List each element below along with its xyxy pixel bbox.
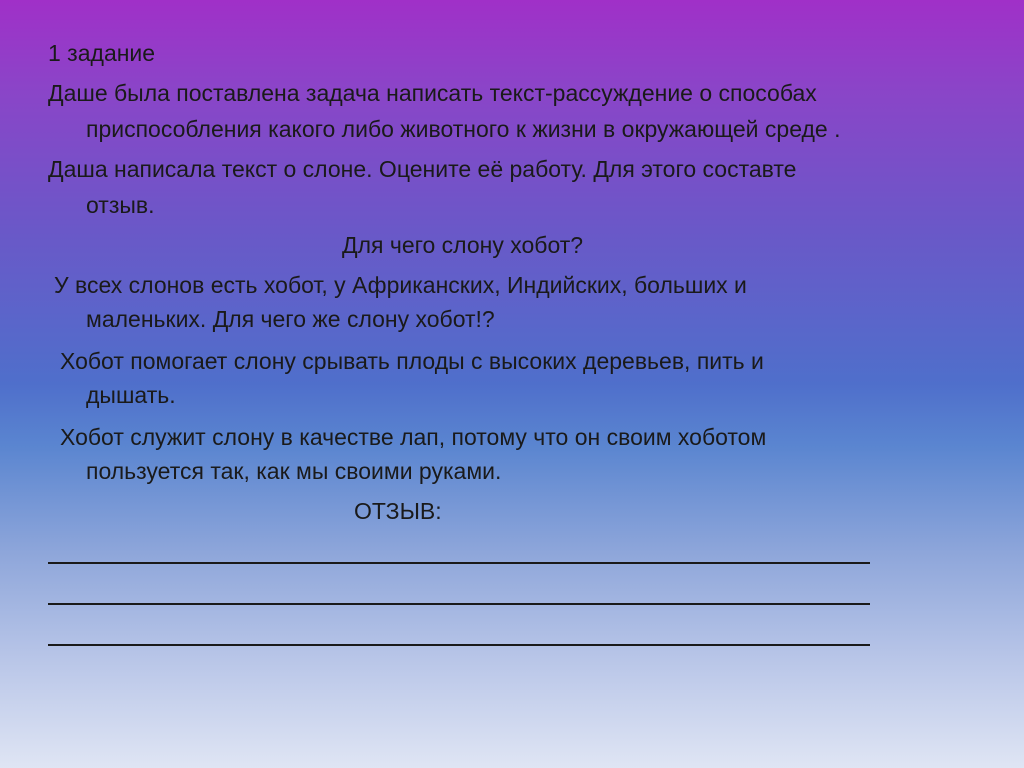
essay-paragraph-1-line-1: У всех слонов есть хобот, у Африканских, Индийских, больших и [54, 272, 747, 298]
essay-heading: Для чего слону хобот? [342, 232, 584, 258]
task-title: 1 задание [48, 40, 156, 66]
essay-paragraph-3-line-2: пользуется так, как мы своими руками. [86, 458, 502, 484]
task-paragraph-2-line-2: отзыв. [86, 192, 155, 218]
review-blank-line-1 [48, 562, 870, 564]
essay-paragraph-2-line-2: дышать. [86, 382, 176, 408]
essay-paragraph-2-line-1: Хобот помогает слону срывать плоды с высоких деревьев, пить и [60, 348, 764, 374]
task-paragraph-2-line-1: Даша написала текст о слоне. Оцените её работу. Для этого составте [48, 156, 797, 182]
review-blank-line-2 [48, 603, 870, 605]
essay-paragraph-3-line-1: Хобот служит слону в качестве лап, потому что он своим хоботом [60, 424, 767, 450]
essay-paragraph-1-line-2: маленьких. Для чего же слону хобот!? [86, 306, 495, 332]
task-paragraph-1-line-1: Даше была поставлена задача написать текст-рассуждение о способах [48, 80, 817, 106]
task-paragraph-1-line-2: приспособления какого либо животного к жизни в окружающей среде . [86, 116, 841, 142]
review-blank-line-3 [48, 644, 870, 646]
review-heading: ОТЗЫВ: [354, 498, 442, 524]
